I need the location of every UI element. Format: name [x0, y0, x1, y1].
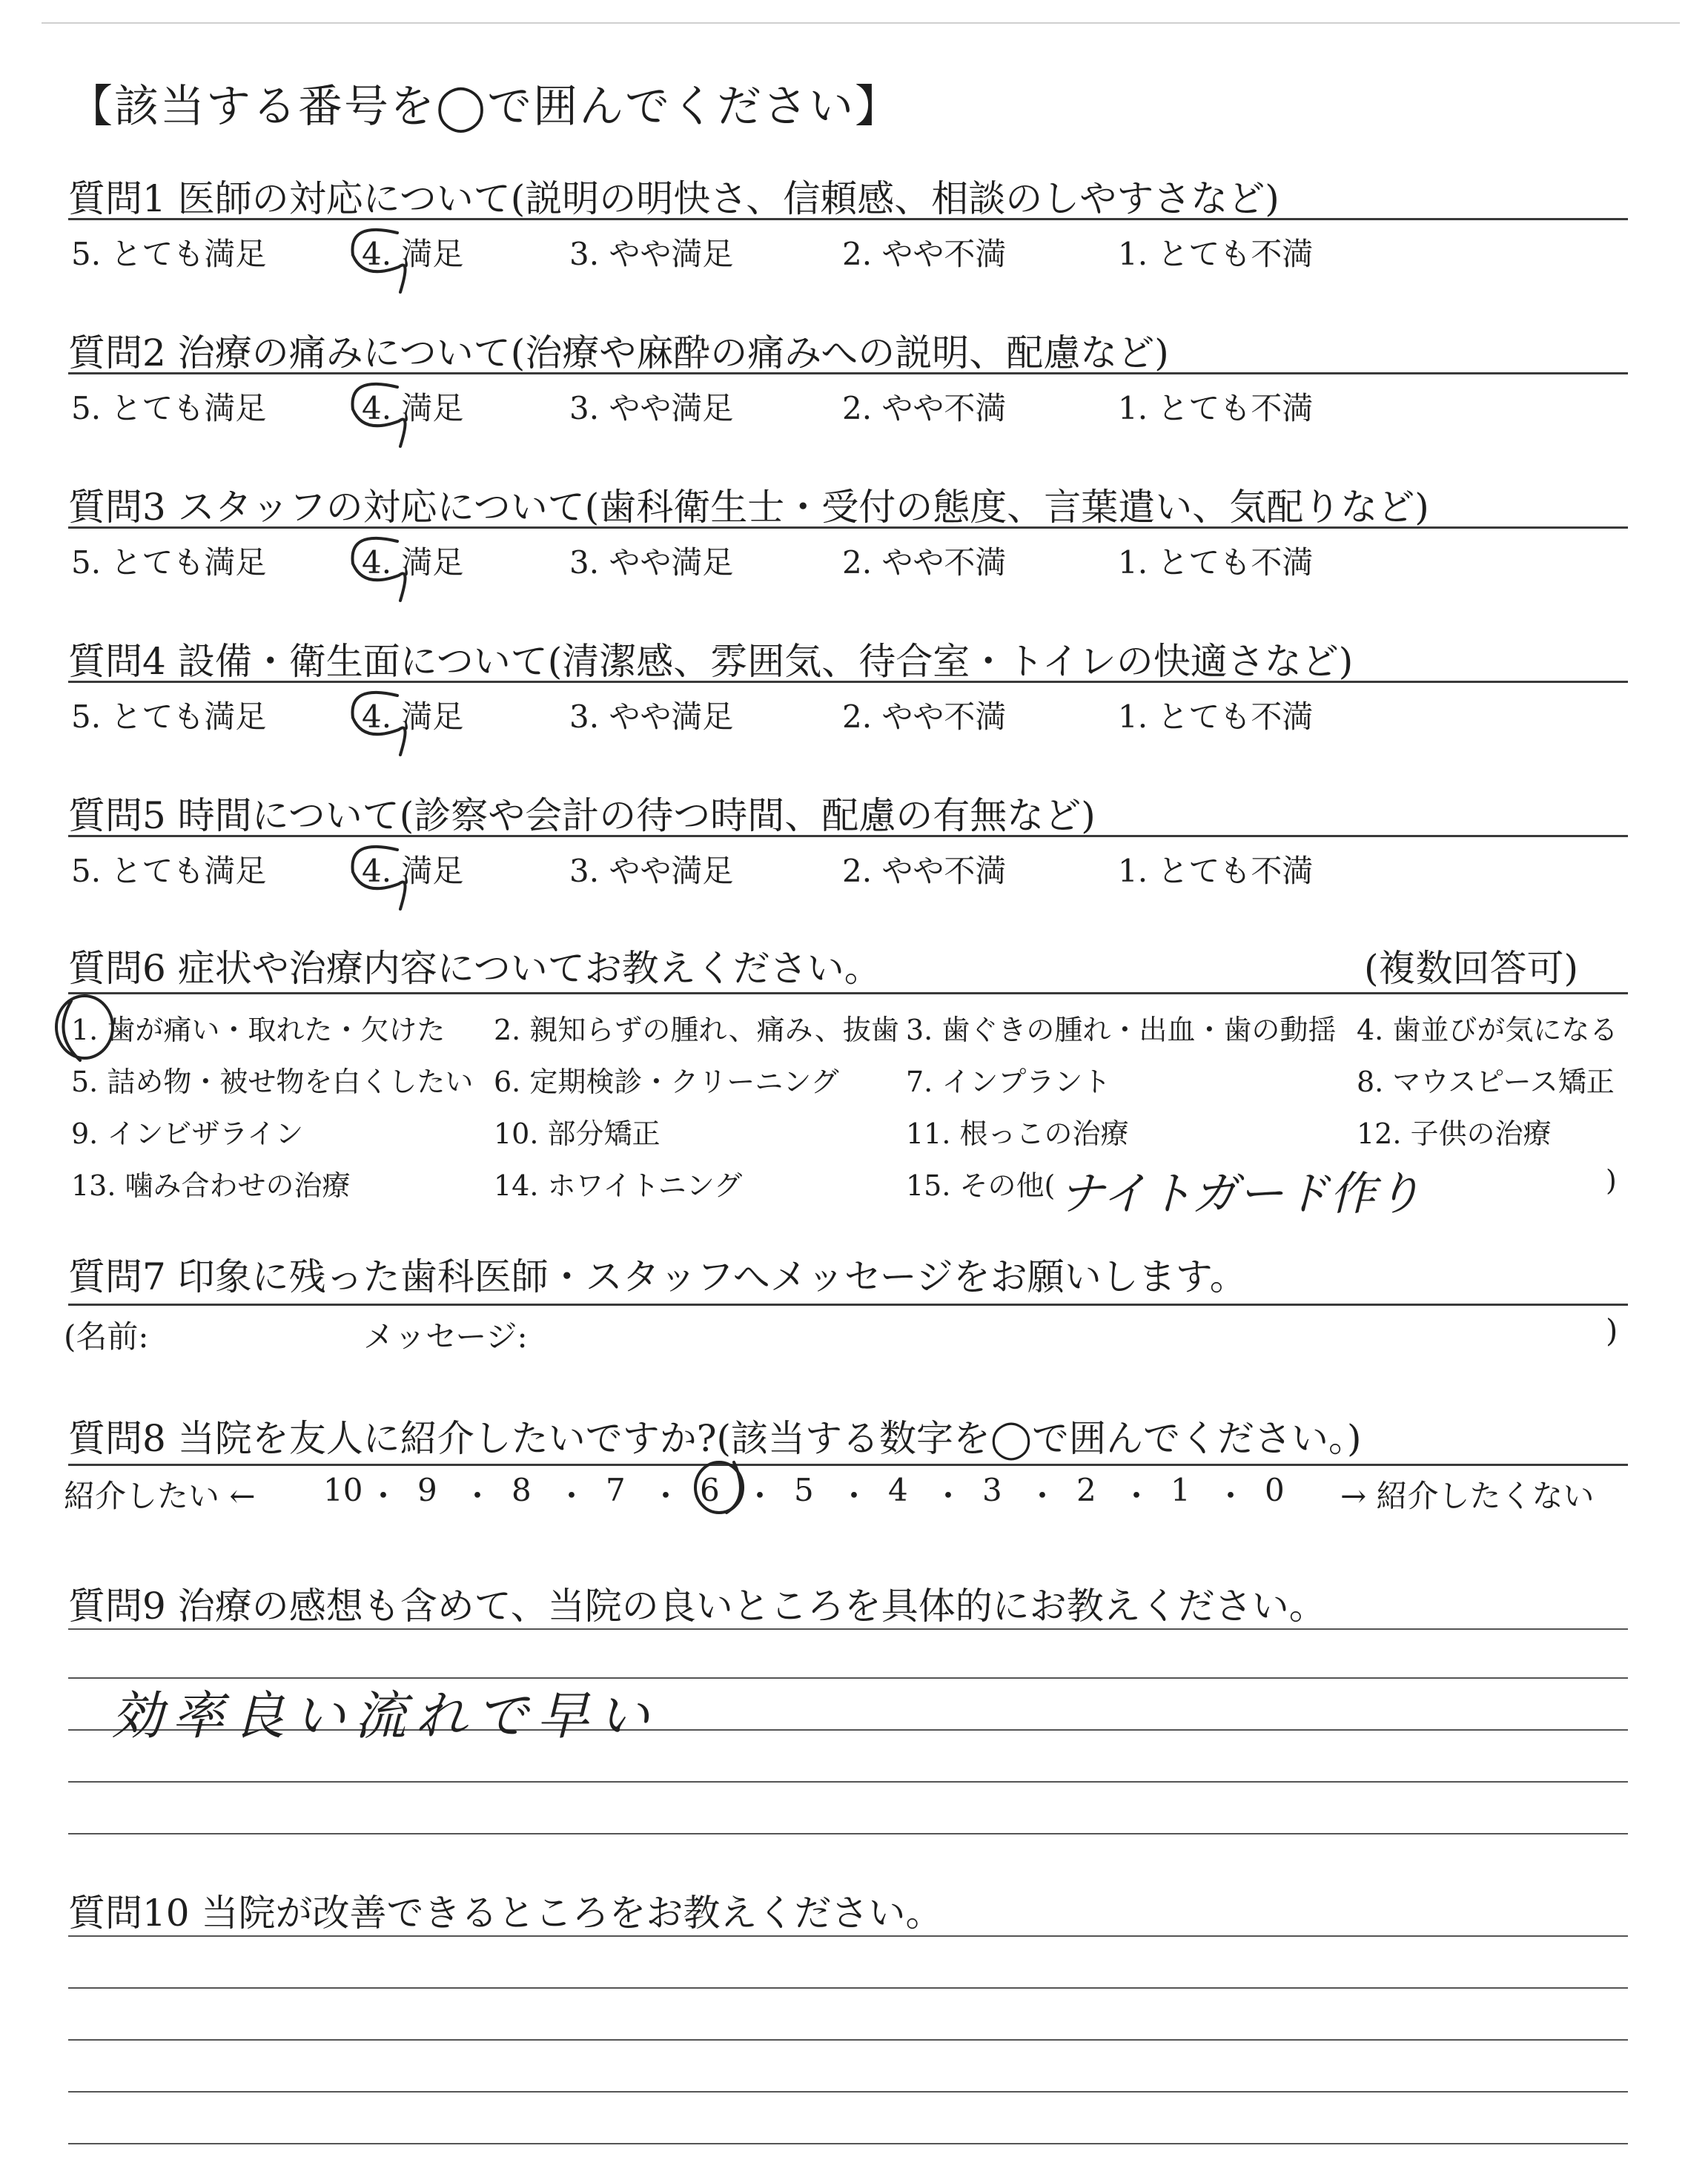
q6-note: (複数回答可) [1364, 947, 1579, 990]
q6-option-9: 9. インビザライン [71, 1117, 304, 1150]
q8-separator: ・ [744, 1478, 776, 1514]
q8-right-label: → 紹介したくない [1340, 1478, 1595, 1514]
q6-option-11: 11. 根っこの治療 [906, 1117, 1129, 1150]
q8-scale-7: 7 [606, 1472, 626, 1508]
q3-selected-circle [353, 538, 406, 601]
q8-scale-3: 3 [982, 1472, 1002, 1508]
q6-close-paren: ) [1606, 1164, 1617, 1197]
page-heading: 【該当する番号を◯で囲んでください】 [68, 81, 901, 133]
q6-option-5: 5. 詰め物・被せ物を白くしたい [71, 1066, 474, 1098]
q3-option-3: 3. やや満足 [569, 544, 734, 581]
q8-separator: ・ [1027, 1478, 1059, 1514]
q5-option-5: 5. とても満足 [71, 853, 267, 889]
q6-option-1: 1. 歯が痛い・取れた・欠けた [71, 1014, 446, 1046]
q6-option-7: 7. インプラント [906, 1066, 1111, 1098]
q9-title: 質問9 治療の感想も含めて、当院の良いところを具体的にお教えください。 [68, 1585, 1326, 1628]
q3-option-4: 4. 満足 [362, 544, 464, 581]
q10-title: 質問10 当院が改善できるところをお教えください。 [68, 1892, 943, 1935]
q6-option-14: 14. ホワイトニング [494, 1169, 743, 1202]
q8-scale-10: 10 [323, 1472, 363, 1508]
q4-selected-circle [353, 693, 406, 755]
q2-title: 質問2 治療の痛みについて(治療や麻酔の痛みへの説明、配慮など) [68, 331, 1169, 374]
q8-scale-1: 1 [1171, 1472, 1191, 1508]
q8-scale-0: 0 [1265, 1472, 1285, 1508]
q8-scale-8: 8 [512, 1472, 532, 1508]
q6-option-6: 6. 定期検診・クリーニング [494, 1066, 839, 1098]
q8-separator: ・ [368, 1478, 400, 1514]
q2-option-2: 2. やや不満 [842, 390, 1007, 426]
q6-option-12: 12. 子供の治療 [1357, 1117, 1552, 1150]
q7-title: 質問7 印象に残った歯科医師・スタッフへメッセージをお願いします。 [68, 1255, 1247, 1298]
q4-option-1: 1. とても不満 [1118, 698, 1314, 735]
q8-separator: ・ [933, 1478, 964, 1514]
q4-option-2: 2. やや不満 [842, 698, 1007, 735]
q3-title: 質問3 スタッフの対応について(歯科衛生士・受付の態度、言葉遣い、気配りなど) [68, 486, 1429, 529]
q9-answer: 効率良い流れで早い [111, 1685, 658, 1746]
q6-option-10: 10. 部分矯正 [494, 1117, 661, 1150]
q5-option-1: 1. とても不満 [1118, 853, 1314, 889]
q8-separator: ・ [1121, 1478, 1153, 1514]
q8-scale-6: 6 [700, 1472, 720, 1508]
q2-selected-circle [353, 384, 406, 446]
q6-option-13: 13. 噛み合わせの治療 [71, 1169, 351, 1202]
q6-option-3: 3. 歯ぐきの腫れ・出血・歯の動揺 [906, 1014, 1337, 1046]
q7-close-paren: ) [1606, 1312, 1618, 1349]
q4-option-4: 4. 満足 [362, 698, 464, 735]
q8-separator: ・ [838, 1478, 870, 1514]
q1-selected-circle [353, 230, 406, 292]
q6-option-4: 4. 歯並びが気になる [1357, 1014, 1618, 1046]
q5-title: 質問5 時間について(診察や会計の待つ時間、配慮の有無など) [68, 794, 1096, 837]
q8-selected-stroke [726, 1462, 741, 1513]
q8-separator: ・ [1215, 1478, 1247, 1514]
q2-option-1: 1. とても不満 [1118, 390, 1314, 426]
q8-scale-2: 2 [1076, 1472, 1096, 1508]
q4-option-3: 3. やや満足 [569, 698, 734, 735]
q1-option-2: 2. やや不満 [842, 236, 1007, 272]
q8-title: 質問8 当院を友人に紹介したいですか?(該当する数字を◯で囲んでください。) [68, 1417, 1362, 1460]
q4-title: 質問4 設備・衛生面について(清潔感、雰囲気、待合室・トイレの快適さなど) [68, 640, 1354, 683]
q1-title: 質問1 医師の対応について(説明の明快さ、信頼感、相談のしやすさなど) [68, 177, 1280, 220]
q4-option-5: 5. とても満足 [71, 698, 267, 735]
q3-option-2: 2. やや不満 [842, 544, 1007, 581]
q7-name-label: (名前: [64, 1318, 149, 1355]
q5-option-4: 4. 満足 [362, 853, 464, 889]
q2-option-5: 5. とても満足 [71, 390, 267, 426]
q6-option-2: 2. 親知らずの腫れ、痛み、抜歯 [494, 1014, 899, 1046]
q3-option-5: 5. とても満足 [71, 544, 267, 581]
q8-scale-5: 5 [794, 1472, 814, 1508]
q2-option-3: 3. やや満足 [569, 390, 734, 426]
q1-option-3: 3. やや満足 [569, 236, 734, 272]
q8-scale-4: 4 [888, 1472, 908, 1508]
q8-scale-9: 9 [417, 1472, 437, 1508]
q8-separator: ・ [462, 1478, 494, 1514]
q1-option-1: 1. とても不満 [1118, 236, 1314, 272]
q6-title: 質問6 症状や治療内容についてお教えください。 [68, 947, 881, 990]
q1-option-5: 5. とても満足 [71, 236, 267, 272]
q5-option-2: 2. やや不満 [842, 853, 1007, 889]
q6-option-8: 8. マウスピース矯正 [1357, 1066, 1615, 1098]
q8-separator: ・ [556, 1478, 588, 1514]
q6-option-15: 15. その他( [906, 1169, 1056, 1202]
q7-message-label: メッセージ: [363, 1318, 528, 1355]
q8-separator: ・ [650, 1478, 682, 1514]
q1-option-4: 4. 満足 [362, 236, 464, 272]
q5-option-3: 3. やや満足 [569, 853, 734, 889]
q5-selected-circle [353, 847, 406, 909]
q8-left-label: 紹介したい ← [64, 1478, 256, 1514]
q6-other-answer: ナイトガード作り [1059, 1166, 1422, 1221]
q3-option-1: 1. とても不満 [1118, 544, 1314, 581]
q2-option-4: 4. 満足 [362, 390, 464, 426]
